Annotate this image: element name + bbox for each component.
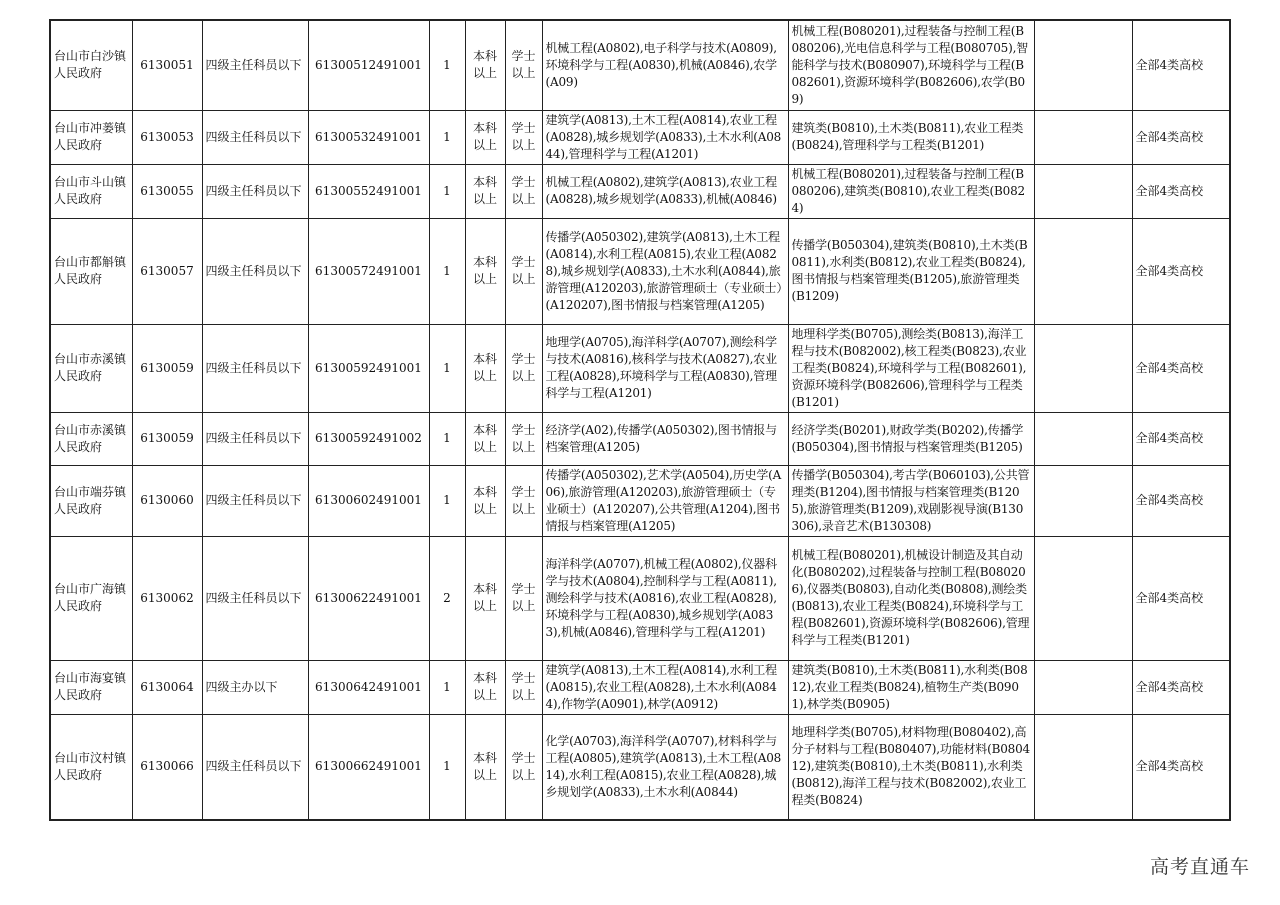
school-scope-cell: 全部4类高校 [1132, 714, 1230, 820]
table-row [50, 218, 1230, 324]
position-name-cell: 四级主任科员以下 [202, 714, 308, 820]
school-scope-cell: 全部4类高校 [1132, 218, 1230, 324]
education-cell: 本科以上 [465, 324, 505, 412]
unit-name-cell: 台山市广海镇人民政府 [50, 536, 132, 660]
master-majors-cell: 建筑学(A0813),土木工程(A0814),水利工程(A0815),农业工程(A0828),土木水利(A0844),作物学(A0901),林学(A0912) [542, 660, 788, 714]
position-code-cell: 61300512491001 [308, 20, 429, 110]
unit-code-cell: 6130055 [132, 164, 202, 218]
unit-code-cell: 6130053 [132, 110, 202, 164]
bachelor-majors-cell: 地理科学类(B0705),材料物理(B080402),高分子材料与工程(B080407),功能材料(B080412),建筑类(B0810),土木类(B0811),水利类(B0812),海洋工程与技术(B082002),农业工程类(B0824) [788, 714, 1034, 820]
other-requirements-cell [1034, 536, 1132, 660]
degree-cell: 学士以上 [505, 536, 542, 660]
other-requirements-cell [1034, 324, 1132, 412]
position-code-cell: 61300552491001 [308, 164, 429, 218]
unit-code-cell: 6130062 [132, 536, 202, 660]
position-code-cell: 61300602491001 [308, 465, 429, 536]
hire-count-cell: 1 [429, 218, 465, 324]
degree-cell: 学士以上 [505, 20, 542, 110]
education-cell: 本科以上 [465, 20, 505, 110]
education-cell: 本科以上 [465, 164, 505, 218]
watermark: 高考直通车 [1149, 856, 1250, 878]
position-code-cell: 61300532491001 [308, 110, 429, 164]
position-code-cell: 61300592491002 [308, 412, 429, 465]
master-majors-cell: 经济学(A02),传播学(A050302),图书情报与档案管理(A1205) [542, 412, 788, 465]
school-scope-cell: 全部4类高校 [1132, 536, 1230, 660]
table-row [50, 20, 1230, 110]
position-code-cell: 61300622491001 [308, 536, 429, 660]
hire-count-cell: 1 [429, 110, 465, 164]
hire-count-cell: 1 [429, 164, 465, 218]
master-majors-cell: 地理学(A0705),海洋科学(A0707),测绘科学与技术(A0816),核科学与技术(A0827),农业工程(A0828),环境科学与工程(A0830),管理科学与工程(A1201) [542, 324, 788, 412]
master-majors-cell: 建筑学(A0813),土木工程(A0814),农业工程(A0828),城乡规划学(A0833),土木水利(A0844),管理科学与工程(A1201) [542, 110, 788, 164]
school-scope-cell: 全部4类高校 [1132, 412, 1230, 465]
table-row [50, 164, 1230, 218]
unit-code-cell: 6130057 [132, 218, 202, 324]
position-code-cell: 61300592491001 [308, 324, 429, 412]
unit-name-cell: 台山市海宴镇人民政府 [50, 660, 132, 714]
bachelor-majors-cell: 建筑类(B0810),土木类(B0811),水利类(B0812),农业工程类(B0824),植物生产类(B0901),林学类(B0905) [788, 660, 1034, 714]
other-requirements-cell [1034, 714, 1132, 820]
table-row [50, 660, 1230, 714]
table-row [50, 324, 1230, 412]
unit-name-cell: 台山市斗山镇人民政府 [50, 164, 132, 218]
position-name-cell: 四级主办以下 [202, 660, 308, 714]
master-majors-cell: 机械工程(A0802),建筑学(A0813),农业工程(A0828),城乡规划学(A0833),机械(A0846) [542, 164, 788, 218]
position-name-cell: 四级主任科员以下 [202, 412, 308, 465]
hire-count-cell: 2 [429, 536, 465, 660]
hire-count-cell: 1 [429, 714, 465, 820]
education-cell: 本科以上 [465, 412, 505, 465]
degree-cell: 学士以上 [505, 110, 542, 164]
table-row [50, 465, 1230, 536]
table-row [50, 110, 1230, 164]
other-requirements-cell [1034, 110, 1132, 164]
bachelor-majors-cell: 经济学类(B0201),财政学类(B0202),传播学(B050304),图书情报与档案管理类(B1205) [788, 412, 1034, 465]
degree-cell: 学士以上 [505, 660, 542, 714]
position-name-cell: 四级主任科员以下 [202, 324, 308, 412]
position-name-cell: 四级主任科员以下 [202, 20, 308, 110]
hire-count-cell: 1 [429, 465, 465, 536]
position-name-cell: 四级主任科员以下 [202, 536, 308, 660]
unit-name-cell: 台山市赤溪镇人民政府 [50, 324, 132, 412]
education-cell: 本科以上 [465, 465, 505, 536]
bachelor-majors-cell: 机械工程(B080201),机械设计制造及其自动化(B080202),过程装备与控制工程(B080206),仪器类(B0803),自动化类(B0808),测绘类(B0813),农业工程类(B0824),环境科学与工程(B082601),资源环境科学(B082606),管理科学与工程类(B1201) [788, 536, 1034, 660]
education-cell: 本科以上 [465, 660, 505, 714]
hire-count-cell: 1 [429, 20, 465, 110]
school-scope-cell: 全部4类高校 [1132, 660, 1230, 714]
education-cell: 本科以上 [465, 218, 505, 324]
position-code-cell: 61300662491001 [308, 714, 429, 820]
master-majors-cell: 传播学(A050302),建筑学(A0813),土木工程(A0814),水利工程(A0815),农业工程(A0828),城乡规划学(A0833),土木水利(A0844),旅游管理(A120203),旅游管理硕士（专业硕士）(A120207),图书情报与档案管理(A1205) [542, 218, 788, 324]
table-body [50, 20, 1230, 820]
table-row [50, 536, 1230, 660]
other-requirements-cell [1034, 412, 1132, 465]
bachelor-majors-cell: 建筑类(B0810),土木类(B0811),农业工程类(B0824),管理科学与工程类(B1201) [788, 110, 1034, 164]
school-scope-cell: 全部4类高校 [1132, 164, 1230, 218]
education-cell: 本科以上 [465, 714, 505, 820]
degree-cell: 学士以上 [505, 324, 542, 412]
unit-code-cell: 6130066 [132, 714, 202, 820]
hire-count-cell: 1 [429, 660, 465, 714]
school-scope-cell: 全部4类高校 [1132, 20, 1230, 110]
position-name-cell: 四级主任科员以下 [202, 465, 308, 536]
education-cell: 本科以上 [465, 536, 505, 660]
hire-count-cell: 1 [429, 412, 465, 465]
bachelor-majors-cell: 机械工程(B080201),过程装备与控制工程(B080206),光电信息科学与工程(B080705),智能科学与技术(B080907),环境科学与工程(B082601),资源环境科学(B082606),农学(B09) [788, 20, 1034, 110]
unit-code-cell: 6130059 [132, 412, 202, 465]
education-cell: 本科以上 [465, 110, 505, 164]
master-majors-cell: 海洋科学(A0707),机械工程(A0802),仪器科学与技术(A0804),控制科学与工程(A0811),测绘科学与技术(A0816),农业工程(A0828),环境科学与工程(A0830),城乡规划学(A0833),机械(A0846),管理科学与工程(A1201) [542, 536, 788, 660]
bachelor-majors-cell: 传播学(B050304),建筑类(B0810),土木类(B0811),水利类(B0812),农业工程类(B0824),图书情报与档案管理类(B1205),旅游管理类(B1209) [788, 218, 1034, 324]
unit-name-cell: 台山市都斛镇人民政府 [50, 218, 132, 324]
other-requirements-cell [1034, 164, 1132, 218]
unit-name-cell: 台山市端芬镇人民政府 [50, 465, 132, 536]
unit-name-cell: 台山市赤溪镇人民政府 [50, 412, 132, 465]
degree-cell: 学士以上 [505, 218, 542, 324]
unit-code-cell: 6130059 [132, 324, 202, 412]
position-name-cell: 四级主任科员以下 [202, 164, 308, 218]
bachelor-majors-cell: 机械工程(B080201),过程装备与控制工程(B080206),建筑类(B0810),农业工程类(B0824) [788, 164, 1034, 218]
unit-code-cell: 6130064 [132, 660, 202, 714]
master-majors-cell: 化学(A0703),海洋科学(A0707),材料科学与工程(A0805),建筑学(A0813),土木工程(A0814),水利工程(A0815),农业工程(A0828),城乡规划学(A0833),土木水利(A0844) [542, 714, 788, 820]
unit-code-cell: 6130051 [132, 20, 202, 110]
unit-name-cell: 台山市冲蒌镇人民政府 [50, 110, 132, 164]
position-code-cell: 61300642491001 [308, 660, 429, 714]
table-row [50, 714, 1230, 820]
degree-cell: 学士以上 [505, 412, 542, 465]
table-row [50, 412, 1230, 465]
school-scope-cell: 全部4类高校 [1132, 110, 1230, 164]
master-majors-cell: 传播学(A050302),艺术学(A0504),历史学(A06),旅游管理(A120203),旅游管理硕士（专业硕士）(A120207),公共管理(A1204),图书情报与档案管理(A1205) [542, 465, 788, 536]
bachelor-majors-cell: 地理科学类(B0705),测绘类(B0813),海洋工程与技术(B082002),核工程类(B0823),农业工程类(B0824),环境科学与工程(B082601),资源环境科学(B082606),管理科学与工程类(B1201) [788, 324, 1034, 412]
other-requirements-cell [1034, 20, 1132, 110]
degree-cell: 学士以上 [505, 164, 542, 218]
position-name-cell: 四级主任科员以下 [202, 218, 308, 324]
degree-cell: 学士以上 [505, 465, 542, 536]
unit-name-cell: 台山市汶村镇人民政府 [50, 714, 132, 820]
school-scope-cell: 全部4类高校 [1132, 324, 1230, 412]
position-code-cell: 61300572491001 [308, 218, 429, 324]
unit-name-cell: 台山市白沙镇人民政府 [50, 20, 132, 110]
other-requirements-cell [1034, 660, 1132, 714]
school-scope-cell: 全部4类高校 [1132, 465, 1230, 536]
master-majors-cell: 机械工程(A0802),电子科学与技术(A0809),环境科学与工程(A0830),机械(A0846),农学(A09) [542, 20, 788, 110]
position-name-cell: 四级主任科员以下 [202, 110, 308, 164]
other-requirements-cell [1034, 218, 1132, 324]
bachelor-majors-cell: 传播学(B050304),考古学(B060103),公共管理类(B1204),图书情报与档案管理类(B1205),旅游管理类(B1209),戏剧影视导演(B130306),录音艺术(B130308) [788, 465, 1034, 536]
recruitment-table [49, 19, 1231, 821]
other-requirements-cell [1034, 465, 1132, 536]
degree-cell: 学士以上 [505, 714, 542, 820]
unit-code-cell: 6130060 [132, 465, 202, 536]
hire-count-cell: 1 [429, 324, 465, 412]
